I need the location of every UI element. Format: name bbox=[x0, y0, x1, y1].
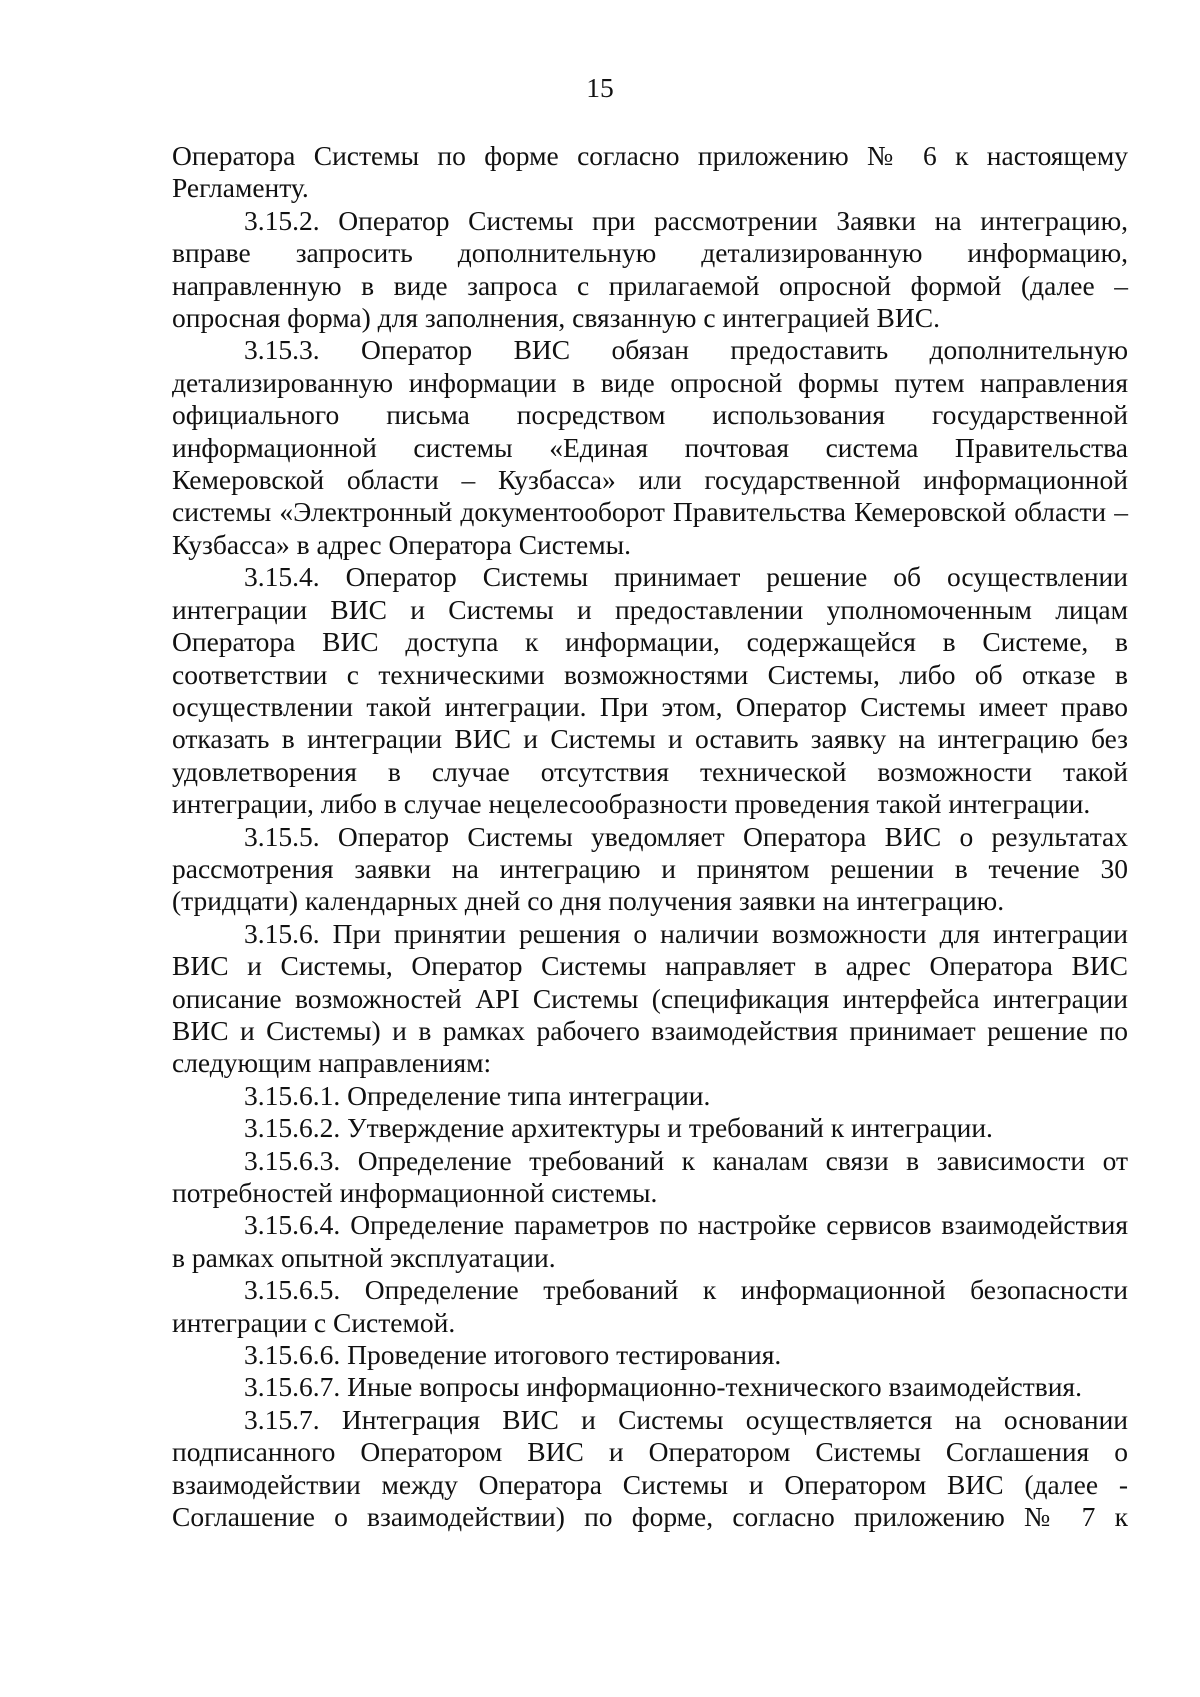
paragraph-3-15-5: 3.15.5. Оператор Системы уведомляет Оператора ВИС о результатах рассмотрения заявки на интеграцию и принятом решении в течение 30 (тридцати) календарных дней со дня получения заявки на интеграцию. bbox=[172, 820, 1128, 917]
paragraph-3-15-6-1: 3.15.6.1. Определение типа интеграции. bbox=[244, 1079, 711, 1111]
paragraph-3-15-4: 3.15.4. Оператор Системы принимает решение об осуществлении интеграции ВИС и Системы и предоставлении уполномоченным лицам Оператора ВИС доступа к информации, содержащейся в Системе, в соответствии с техническими возможностями Системы, либо об отказе в осуществлении такой интеграции. При этом, Оператор Системы имеет право отказать в интеграции ВИС и Системы и оставить заявку на интеграцию без удовлетворения в случае отсутствия технической возможности такой интеграции, либо в случае нецелесообразности проведения такой интеграции. bbox=[172, 561, 1128, 820]
paragraph-continuation: Оператора Системы по форме согласно приложению № 6 к настоящему Регламенту. bbox=[172, 140, 1128, 204]
paragraph-3-15-3: 3.15.3. Оператор ВИС обязан предоставить дополнительную детализированную информации в виде опросной формы путем направления официального письма посредством использования государственной информационной системы «Единая почтовая система Правительства Кемеровской области – Кузбасса» или государственной информационной системы «Электронный документооборот Правительства Кемеровской области – Кузбасса» в адрес Оператора Системы. bbox=[172, 334, 1128, 560]
paragraph-3-15-7: 3.15.7. Интеграция ВИС и Системы осуществляется на основании подписанного Оператором ВИС и Оператором Системы Соглашения о взаимодействии между Оператора Системы и Оператором ВИС (далее - Соглашение о взаимодействии) по форме, согласно приложению № 7 к bbox=[172, 1403, 1128, 1533]
page-number: 15 bbox=[586, 72, 614, 103]
document-body bbox=[172, 140, 1128, 1533]
paragraph-3-15-6-4: 3.15.6.4. Определение параметров по настройке сервисов взаимодействия в рамках опытной эксплуатации. bbox=[172, 1209, 1128, 1273]
paragraph-3-15-6-2: 3.15.6.2. Утверждение архитектуры и требований к интеграции. bbox=[244, 1112, 993, 1144]
paragraph-3-15-6-6: 3.15.6.6. Проведение итогового тестирования. bbox=[244, 1339, 782, 1371]
paragraph-3-15-6-5: 3.15.6.5. Определение требований к информационной безопасности интеграции с Системой. bbox=[172, 1274, 1128, 1338]
paragraph-3-15-6-7: 3.15.6.7. Иные вопросы информационно-технического взаимодействия. bbox=[244, 1371, 1082, 1403]
paragraph-3-15-2: 3.15.2. Оператор Системы при рассмотрении Заявки на интеграцию, вправе запросить дополнительную детализированную информацию, направленную в виде запроса с прилагаемой опросной формой (далее – опросная форма) для заполнения, связанную с интеграцией ВИС. bbox=[172, 204, 1128, 334]
paragraph-3-15-6: 3.15.6. При принятии решения о наличии возможности для интеграции ВИС и Системы, Оператор Системы направляет в адрес Оператора ВИС описание возможностей API Системы (спецификация интерфейса интеграции ВИС и Системы) и в рамках рабочего взаимодействия принимает решение по следующим направлениям: bbox=[172, 917, 1128, 1079]
paragraph-3-15-6-3: 3.15.6.3. Определение требований к каналам связи в зависимости от потребностей информационной системы. bbox=[172, 1144, 1128, 1208]
